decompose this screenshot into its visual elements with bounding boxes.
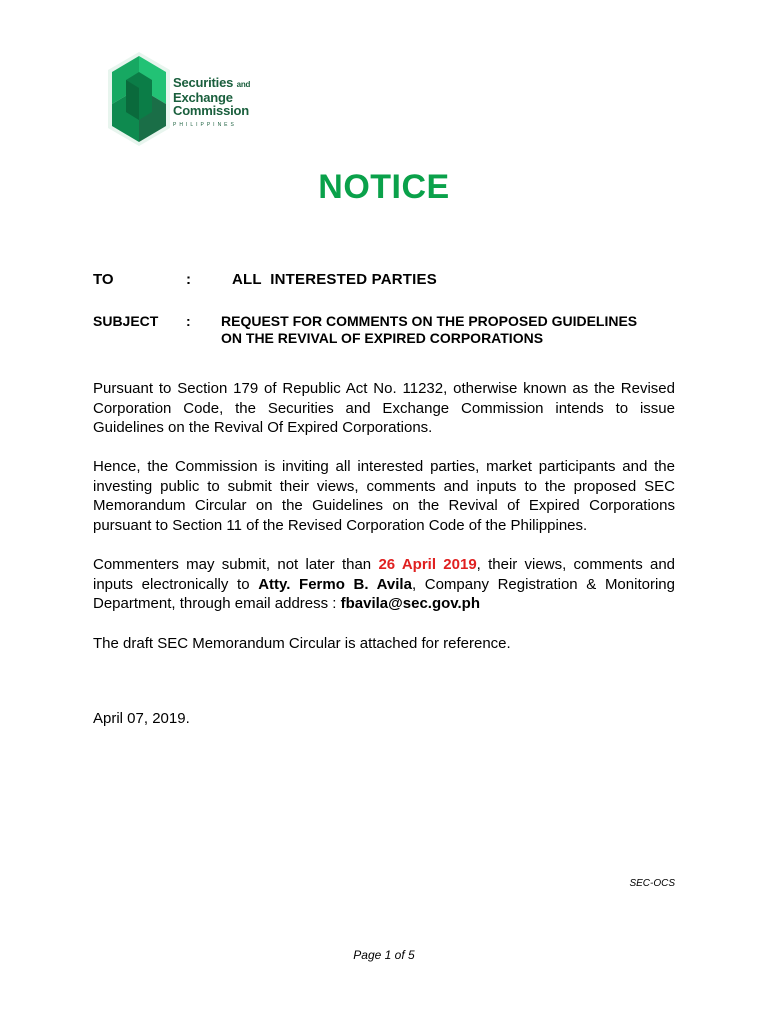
paragraph-3-text-a: Commenters may submit, not later than (93, 556, 379, 573)
paragraph-3 (93, 555, 675, 614)
logo-line-1: Securities (173, 75, 234, 90)
logo-line-2: Exchange (173, 90, 233, 105)
paragraph-4: The draft SEC Memorandum Circular is attached for reference. (93, 635, 511, 652)
to-value: ALL INTERESTED PARTIES (232, 271, 437, 288)
email-link[interactable]: fbavila@sec.gov.ph (340, 595, 481, 612)
notice-title: NOTICE (318, 168, 450, 206)
office-code: SEC-OCS (629, 878, 675, 889)
contact-person: Atty. Fermo B. Avila (258, 575, 412, 593)
to-label: TO (93, 271, 114, 288)
logo-country: PHILIPPINES (173, 122, 237, 128)
sec-logo-icon (108, 52, 170, 146)
paragraph-1: Pursuant to Section 179 of Republic Act No. 11232, otherwise known as the Revised Corporation Code, the Securities and Exchange Commission intends to issue Guidelines on the Revival Of Expired Corporations. (93, 380, 675, 436)
logo-wordmark (173, 76, 250, 132)
issue-date: April 07, 2019. (93, 710, 190, 727)
paragraph-2: Hence, the Commission is inviting all interested parties, market participants and the investing public to submit their views, comments and inputs to the proposed SEC Memorandum Circular on the Guidelines on the Revival of Expired Corporations pursuant to Section 11 of the Revised Corporation Code of the Philippines. (93, 458, 675, 534)
subject-value (221, 313, 681, 347)
paragraph-3-text-c: , Company Registration & Monitoring Department, through email address : (93, 575, 675, 612)
logo-line-3: Commission (173, 103, 250, 118)
subject-line-1: REQUEST FOR COMMENTS ON THE PROPOSED GUIDELINES (221, 313, 638, 329)
to-colon: : (186, 271, 191, 288)
page-number: Page 1 of 5 (353, 948, 415, 962)
deadline-date: 26 April 2019 (378, 556, 477, 573)
paragraph-3-text-b: , their views, comments and inputs electronically to (93, 556, 675, 593)
subject-line-2: ON THE REVIVAL OF EXPIRED CORPORATIONS (221, 330, 544, 346)
subject-colon: : (186, 313, 191, 329)
subject-label: SUBJECT (93, 313, 159, 329)
sec-logo (96, 46, 276, 154)
logo-and: and (236, 80, 251, 89)
